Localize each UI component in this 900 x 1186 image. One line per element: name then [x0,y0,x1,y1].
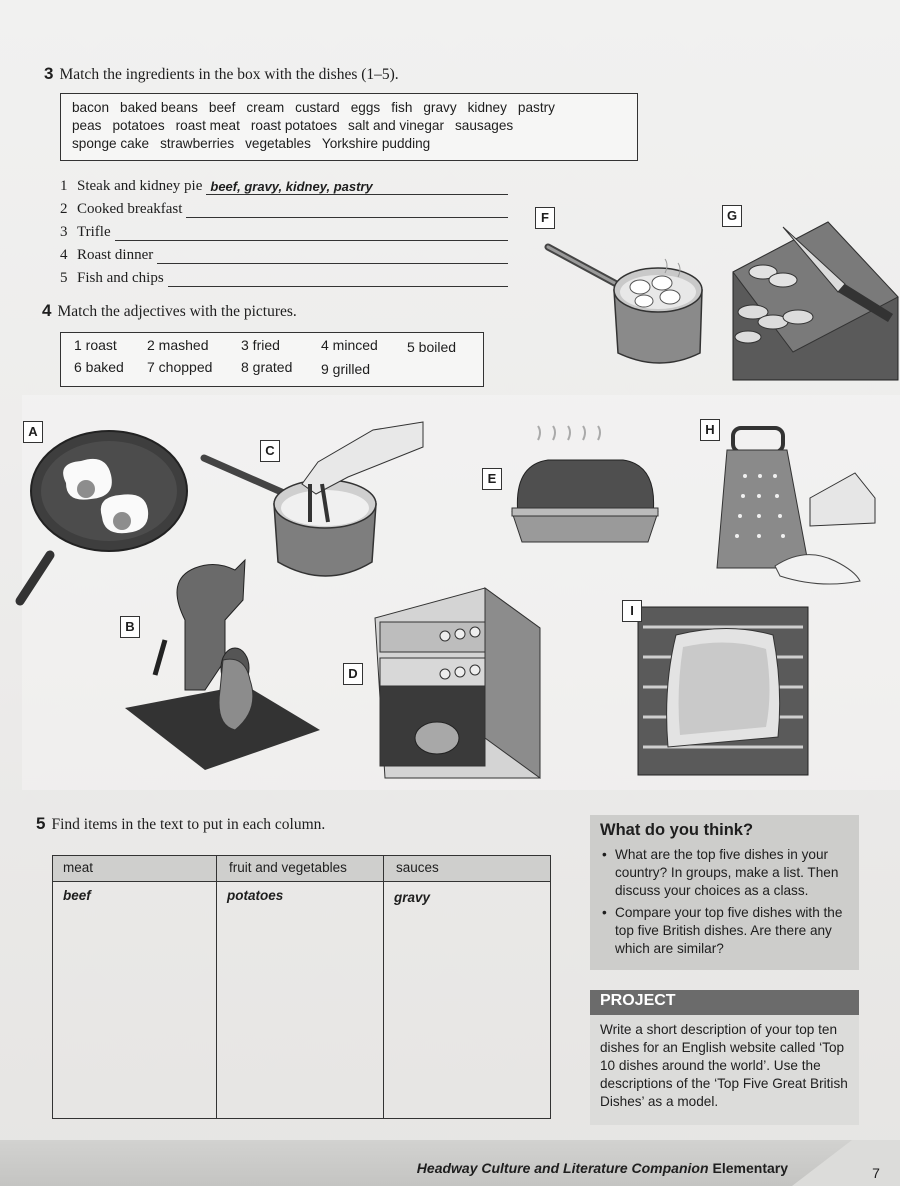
ingredient-word: roast meat [175,118,240,133]
page-footer [0,1140,900,1186]
adjective: 9 grilled [321,361,371,377]
picture-label-c: C [260,440,280,462]
exercise-3-heading: 3 Match the ingredients in the box with the dishes (1–5). [44,64,399,83]
ingredient-word: salt and vinegar [348,118,444,133]
example-cell: potatoes [227,888,284,903]
baked-bread-picture [508,430,658,552]
picture-label-b: B [120,616,140,638]
ingredient-word: peas [72,118,102,133]
adjective: 3 fried [241,337,280,353]
adjective: 6 baked [74,359,124,375]
ingredient-word: potatoes [112,118,165,133]
answer-line-1[interactable]: beef, gravy, kidney, pastry [206,179,508,195]
column-header: sauces [396,860,439,875]
bullet-item: • What are the top five dishes in your country? In groups, make a list. Then discuss your choices as a class. [600,846,849,900]
ingredient-word: bacon [72,100,110,115]
ingredient-word: roast potatoes [250,118,338,133]
chopped-vegetables-picture [733,222,898,380]
adjectives-box [60,332,484,387]
project-panel [590,990,859,1125]
ingredients-row [72,99,627,117]
ingredient-word: cream [246,100,285,115]
picture-label-h: H [700,419,720,441]
adjective: 7 chopped [147,359,213,375]
adjective: 8 grated [241,359,293,375]
ingredient-word: kidney [467,100,507,115]
answer-line-5[interactable] [168,271,508,287]
project-text: Write a short description of your top ten dishes for an English website called ‘Top 10 dishes around the world’. Use the descriptions of the ‘Top Five Great British Dishes’ as a model. [600,1022,848,1109]
footer-corner [792,1140,852,1186]
bullet-item: • Compare your top five dishes with the top five British dishes. Are there any which are similar? [600,904,849,958]
picture-label-i: I [622,600,642,622]
cheese-grater-picture [715,428,880,588]
panel-title: What do you think? [600,821,754,839]
project-title: PROJECT [590,990,859,1015]
picture-label-d: D [343,663,363,685]
example-cell: beef [63,888,91,903]
ingredient-word: eggs [350,100,381,115]
ingredient-word: vegetables [245,136,311,151]
column-header: meat [63,860,94,875]
page-number: 7 [852,1140,900,1186]
ingredients-row [72,117,627,135]
answer-line-2[interactable] [186,202,508,218]
picture-label-f: F [535,207,555,229]
picture-label-e: E [482,468,502,490]
meat-mincer-picture [125,560,325,770]
ingredient-word: strawberries [160,136,235,151]
adjective: 4 minced [321,337,378,353]
dish-line-5: 5 Fish and chips [60,270,508,287]
ingredient-word: baked beans [120,100,198,115]
ingredient-word: sponge cake [72,136,150,151]
dish-line-3: 3 Trifle [60,224,508,241]
answer-line-4[interactable] [157,248,508,264]
ingredient-word: sausages [455,118,514,133]
dish-line-1: 1 Steak and kidney pie beef, gravy, kidney, pastry [60,178,508,195]
exercise-4-heading: 4 Match the adjectives with the pictures. [42,301,297,320]
book-title: Headway Culture and Literature Companion Elementary [416,1160,788,1176]
answer-line-3[interactable] [115,225,508,241]
picture-label-g: G [722,205,742,227]
ingredients-row [72,135,627,153]
dish-line-2: 2 Cooked breakfast [60,201,508,218]
ingredient-word: Yorkshire pudding [321,136,431,151]
ingredients-box [60,93,638,161]
dish-line-4: 4 Roast dinner [60,247,508,264]
adjective: 5 boiled [407,339,457,355]
adjective: 1 roast [74,337,117,353]
ingredient-word: custard [295,100,340,115]
oven-roast-picture [375,588,545,788]
what-do-you-think-panel [590,815,859,970]
ingredient-word: beef [208,100,236,115]
ingredient-word: pastry [517,100,555,115]
ingredient-word: fish [391,100,413,115]
boiled-eggs-saucepan-picture [540,235,710,375]
ingredient-word: gravy [423,100,457,115]
exercise-5-heading: 5 Find items in the text to put in each column. [36,814,326,833]
picture-label-a: A [23,421,43,443]
column-header: fruit and vegetables [229,860,347,875]
grilled-toast-picture [638,607,808,775]
adjective: 2 mashed [147,337,209,353]
food-columns-table [52,855,551,1119]
example-cell: gravy [394,890,431,905]
